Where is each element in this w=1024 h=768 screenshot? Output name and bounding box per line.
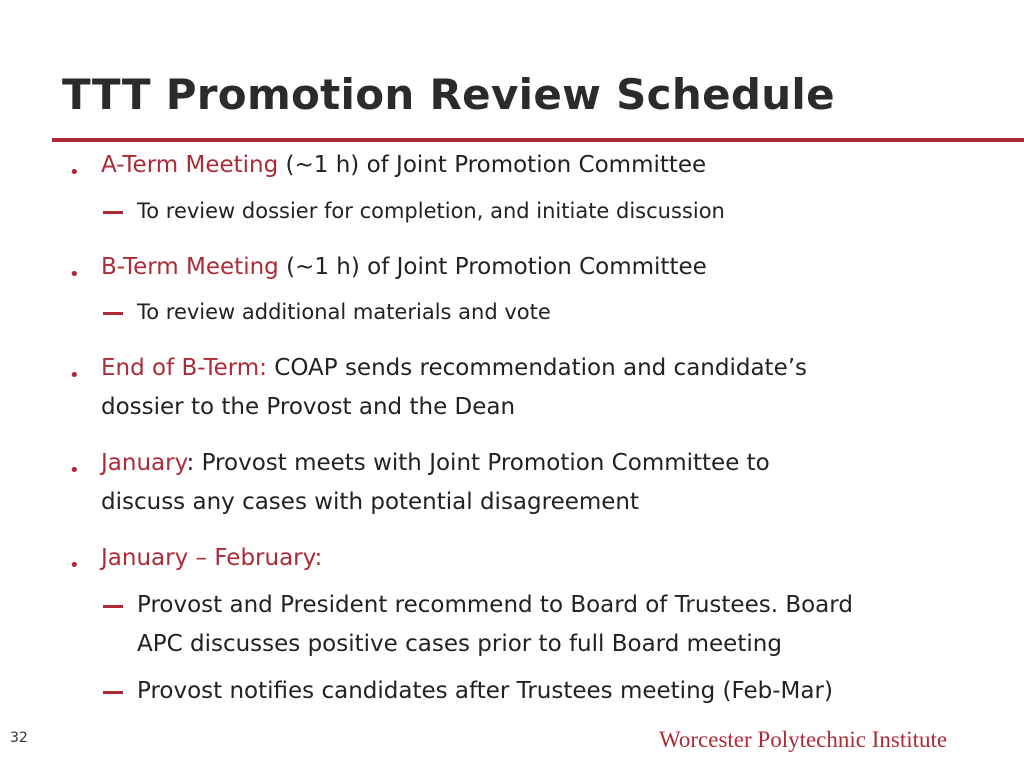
bullet-lead: A-Term Meeting (101, 152, 279, 178)
bullet-lead: January – February: (101, 545, 323, 571)
bullet-lead: B-Term Meeting (101, 254, 279, 280)
bullet-continuation: discuss any cases with potential disagreement (101, 489, 640, 515)
bullet-a-term (101, 152, 706, 180)
sub-dash (103, 312, 123, 315)
bullet-b-term (101, 254, 707, 282)
sub-bullet-notify: Provost notifies candidates after Trustees meeting (Feb-Mar) (137, 678, 833, 704)
sub-bullet-recommend: Provost and President recommend to Board of Trustees. Board (137, 592, 853, 618)
bullet-january-february (101, 545, 322, 573)
bullet-marker: • (69, 365, 80, 386)
bullet-text: : Provost meets with Joint Promotion Committee to (186, 450, 770, 476)
page-number: 32 (10, 730, 28, 746)
bullet-lead: January (101, 450, 187, 476)
slide-title: TTT Promotion Review Schedule (62, 70, 835, 119)
wpi-logo-text: Worcester Polytechnic Institute (659, 727, 948, 752)
sub-dash (103, 605, 123, 608)
bullet-marker: • (69, 162, 80, 183)
bullet-lead: End of B-Term: (101, 355, 267, 381)
sub-dash (103, 691, 123, 694)
sub-bullet-recommend-continuation: APC discusses positive cases prior to full Board meeting (137, 631, 782, 657)
bullet-marker: • (69, 264, 80, 285)
bullet-marker: • (69, 555, 80, 576)
bullet-continuation: dossier to the Provost and the Dean (101, 394, 516, 420)
bullet-text: COAP sends recommendation and candidate’s (266, 355, 808, 381)
sub-dash (103, 211, 123, 214)
bullet-january (101, 450, 770, 478)
sub-bullet-a-term: To review dossier for completion, and initiate discussion (137, 199, 725, 223)
bullet-text: (~1 h) of Joint Promotion Committee (278, 152, 707, 178)
sub-bullet-b-term: To review additional materials and vote (137, 300, 551, 324)
bullet-text: (~1 h) of Joint Promotion Committee (278, 254, 707, 280)
title-divider (52, 138, 1024, 142)
bullet-end-b-term (101, 355, 807, 383)
bullet-marker: • (69, 460, 80, 481)
